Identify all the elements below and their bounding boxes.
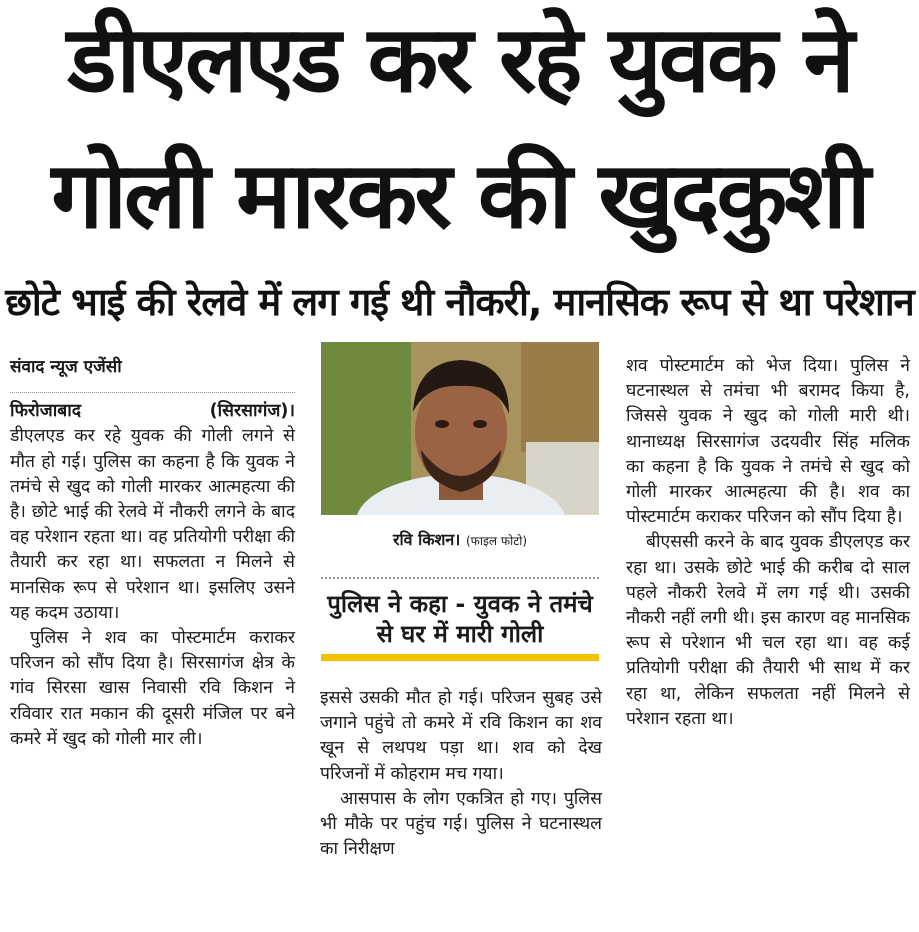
portrait-illustration [321,342,599,515]
agency-byline: संवाद न्यूज एजेंसी [10,355,295,393]
caption-name: रवि किशन। [392,530,461,549]
dateline-city: फिरोजाबाद [10,401,82,422]
article-column-2 [320,686,602,862]
paragraph: डीएलएड कर रहे युवक की गोली लगने से मौत हो गई। पुलिस का कहना है कि युवक ने तमंचे से खुद को गोली मारकर आत्महत्या की है। छोटे भाई की रेलवे में नौकरी लगने के बाद वह परेशान रहता था। वह प्रतियोगी परीक्षा की तैयारी कर रहा था। सफलता न मिलने से मानसिक रूप से परेशान था। इसलिए उसने यह कदम उठाया। [10,426,295,623]
photo-caption [321,528,599,550]
paragraph: बीएससी करने के बाद युवक डीएलएड कर रहा था। उसके छोटे भाई की करीब दो साल पहले नौकरी रेलवे में लग गई थी। उसकी नौकरी नहीं लगी थी। इस कारण वह मानसिक रूप से परेशान भी चल रहा था। वह कई प्रतियोगी परीक्षा की तैयारी भी साथ में कर रहा था, लेकिन सफलता नहीं मिलने से परेशान रहता था। [626,532,910,729]
paragraph: इससे उसकी मौत हो गई। परिजन सुबह उसे जगाने पहुंचे तो कमरे में रवि किशन का शव खून से लथपथ पड़ा था। शव को देख परिजनों में कोहराम मच गया। [320,688,602,784]
headline-line-1: डीएलएड कर रहे युवक ने [67,6,852,113]
subheadline: छोटे भाई की रेलवे में लग गई थी नौकरी, मानसिक रूप से था परेशान [5,280,914,324]
dateline-place: (सिरसागंज)। [209,401,295,422]
article-column-1 [10,355,295,752]
dateline [10,399,295,424]
paragraph: आसपास के लोग एकत्रित हो गए। पुलिस भी मौके पर पहुंच गई। पुलिस ने घटनास्थल का निरीक्षण [320,788,602,860]
pull-quote: पुलिस ने कहा - युवक ने तमंचे से घर में मारी गोली [321,577,599,649]
pull-quote-underline [321,654,599,661]
caption-note: (फाइल फोटो) [465,534,528,548]
portrait-photo [321,342,599,515]
paragraph: शव पोस्टमार्टम को भेज दिया। पुलिस ने घटनास्थल से तमंचा भी बरामद किया है, जिससे युवक ने खुद को गोली मारी थी। थानाध्यक्ष सिरसागंज उदयवीर सिंह मलिक का कहना है कि युवक ने तमंचे से खुद को गोली मारकर आत्महत्या की है। शव का पोस्टमार्टम कराकर परिजन को सौंप दिया है। [626,356,910,528]
paragraph: पुलिस ने शव का पोस्टमार्टम कराकर परिजन को सौंप दिया है। सिरसागंज क्षेत्र के गांव सिरसा खास निवासी रवि किशन ने रविवार रात मकान की दूसरी मंजिल पर बने कमरे में खुद को गोली मार ली। [10,628,295,749]
headline-line-2: गोली मारकर की खुदकुशी [51,142,868,249]
article-column-3 [626,354,910,732]
